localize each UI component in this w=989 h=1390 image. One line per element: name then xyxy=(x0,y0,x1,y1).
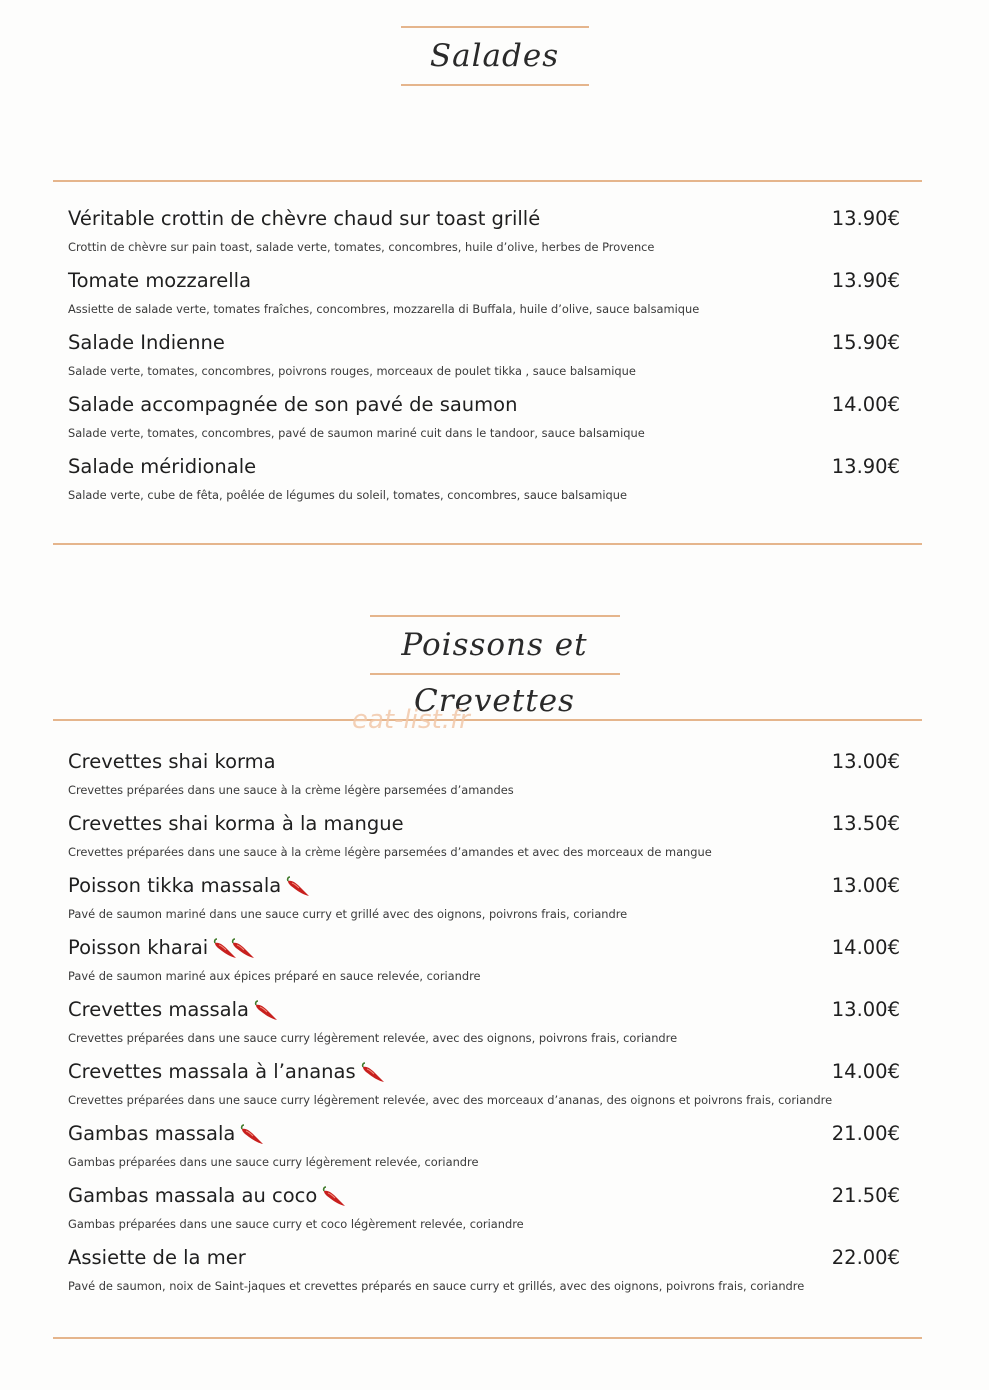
menu-item-name xyxy=(68,749,276,775)
menu-item-name-text: Véritable crottin de chèvre chaud sur toast grillé xyxy=(68,207,541,230)
menu-item xyxy=(68,871,900,933)
menu-item-name xyxy=(68,1183,347,1210)
menu-item-description: Gambas préparées dans une sauce curry et coco légèrement relevée, coriandre xyxy=(68,1217,524,1231)
chili-pepper-icon xyxy=(230,938,256,960)
menu-item-name xyxy=(68,997,279,1024)
menu-item-name-text: Crevettes massala à l’ananas xyxy=(68,1060,356,1083)
menu-item-price: 13.90€ xyxy=(831,269,900,292)
spice-level xyxy=(212,936,256,962)
divider xyxy=(53,719,922,721)
menu-item-description: Pavé de saumon mariné dans une sauce curry et grillé avec des oignons, poivrons frais, coriandre xyxy=(68,907,628,921)
menu-item-name xyxy=(68,454,256,480)
menu-item-price: 13.00€ xyxy=(831,998,900,1021)
divider xyxy=(53,543,922,545)
menu-item xyxy=(68,452,900,514)
menu-item-name-text: Salade accompagnée de son pavé de saumon xyxy=(68,393,518,416)
menu-item-name xyxy=(68,935,256,962)
chili-pepper-icon xyxy=(285,876,311,898)
menu-item-name-text: Assiette de la mer xyxy=(68,1246,246,1269)
menu-item-name xyxy=(68,330,225,356)
spice-level xyxy=(321,1184,347,1210)
menu-item-description: Salade verte, tomates, concombres, poivrons rouges, morceaux de poulet tikka , sauce balsamique xyxy=(68,364,636,378)
chili-pepper-icon xyxy=(253,1000,279,1022)
menu-item-description: Salade verte, tomates, concombres, pavé de saumon mariné cuit dans le tandoor, sauce balsamique xyxy=(68,426,645,440)
spice-level xyxy=(253,998,279,1024)
menu-item-name-text: Tomate mozzarella xyxy=(68,269,252,292)
menu-item-price: 13.00€ xyxy=(831,874,900,897)
menu-item xyxy=(68,995,900,1057)
menu-list-salades xyxy=(68,204,900,514)
menu-item-description: Crevettes préparées dans une sauce curry légèrement relevée, avec des oignons, poivrons frais, coriandre xyxy=(68,1031,678,1045)
menu-item-name xyxy=(68,1059,386,1086)
menu-item-name xyxy=(68,206,540,232)
menu-item-name xyxy=(68,873,311,900)
menu-item xyxy=(68,1057,900,1119)
menu-item xyxy=(68,266,900,328)
menu-item xyxy=(68,1119,900,1181)
menu-item-description: Crottin de chèvre sur pain toast, salade verte, tomates, concombres, huile d’olive, herbes de Provence xyxy=(68,240,655,254)
spice-level xyxy=(360,1060,386,1086)
menu-item-price: 14.00€ xyxy=(831,393,900,416)
menu-item-price: 13.50€ xyxy=(831,812,900,835)
menu-item xyxy=(68,747,900,809)
menu-item-name-text: Poisson tikka massala xyxy=(68,874,282,897)
menu-item-price: 13.90€ xyxy=(831,455,900,478)
menu-item-name xyxy=(68,811,404,837)
chili-pepper-icon xyxy=(360,1062,386,1084)
menu-item-price: 21.50€ xyxy=(831,1184,900,1207)
menu-list-poissons-crevettes xyxy=(68,747,900,1305)
menu-item-description: Pavé de saumon, noix de Saint-jaques et crevettes préparés en sauce curry et grillés, avec des oignons, poivrons frais, coriandre xyxy=(68,1279,805,1293)
menu-item xyxy=(68,809,900,871)
menu-item-description: Pavé de saumon mariné aux épices préparé en sauce relevée, coriandre xyxy=(68,969,481,983)
section-title-salades: Salades xyxy=(401,26,589,86)
menu-item-price: 15.90€ xyxy=(831,331,900,354)
menu-item-description: Salade verte, cube de fêta, poêlée de légumes du soleil, tomates, concombres, sauce balsamique xyxy=(68,488,627,502)
menu-item xyxy=(68,390,900,452)
menu-item xyxy=(68,328,900,390)
menu-item-name-text: Salade Indienne xyxy=(68,331,225,354)
menu-item-name-text: Gambas massala xyxy=(68,1122,236,1145)
menu-item xyxy=(68,1243,900,1305)
menu-item-name-text: Crevettes shai korma à la mangue xyxy=(68,812,404,835)
menu-item xyxy=(68,204,900,266)
watermark: eat-list.fr xyxy=(352,705,470,735)
menu-item-name xyxy=(68,1121,265,1148)
menu-item-name-text: Salade méridionale xyxy=(68,455,257,478)
chili-pepper-icon xyxy=(321,1186,347,1208)
menu-item-name xyxy=(68,268,251,294)
menu-item-price: 21.00€ xyxy=(831,1122,900,1145)
menu-item-name-text: Crevettes massala xyxy=(68,998,249,1021)
divider xyxy=(53,180,922,182)
menu-item-description: Crevettes préparées dans une sauce à la crème légère parsemées d’amandes et avec des morceaux de mangue xyxy=(68,845,712,859)
menu-item-price: 14.00€ xyxy=(831,936,900,959)
spice-level xyxy=(285,874,311,900)
menu-item-price: 13.90€ xyxy=(831,207,900,230)
menu-item-price: 14.00€ xyxy=(831,1060,900,1083)
menu-item-description: Crevettes préparées dans une sauce à la crème légère parsemées d’amandes xyxy=(68,783,514,797)
menu-item-price: 22.00€ xyxy=(831,1246,900,1269)
divider xyxy=(53,1337,922,1339)
menu-item-name xyxy=(68,1245,246,1271)
menu-item-price: 13.00€ xyxy=(831,750,900,773)
section-title-poissons-crevettes: Poissons et Crevettes xyxy=(370,615,620,675)
menu-item-name-text: Crevettes shai korma xyxy=(68,750,276,773)
menu-item-name xyxy=(68,392,517,418)
menu-item xyxy=(68,1181,900,1243)
menu-item-name-text: Poisson kharai xyxy=(68,936,209,959)
menu-item-description: Assiette de salade verte, tomates fraîches, concombres, mozzarella di Buffala, huile d’olive, sauce balsamique xyxy=(68,302,700,316)
menu-item xyxy=(68,933,900,995)
menu-item-name-text: Gambas massala au coco xyxy=(68,1184,318,1207)
chili-pepper-icon xyxy=(239,1124,265,1146)
spice-level xyxy=(239,1122,265,1148)
menu-item-description: Gambas préparées dans une sauce curry légèrement relevée, coriandre xyxy=(68,1155,479,1169)
menu-item-description: Crevettes préparées dans une sauce curry légèrement relevée, avec des morceaux d’ananas, des oignons et poivrons frais, coriandre xyxy=(68,1093,833,1107)
